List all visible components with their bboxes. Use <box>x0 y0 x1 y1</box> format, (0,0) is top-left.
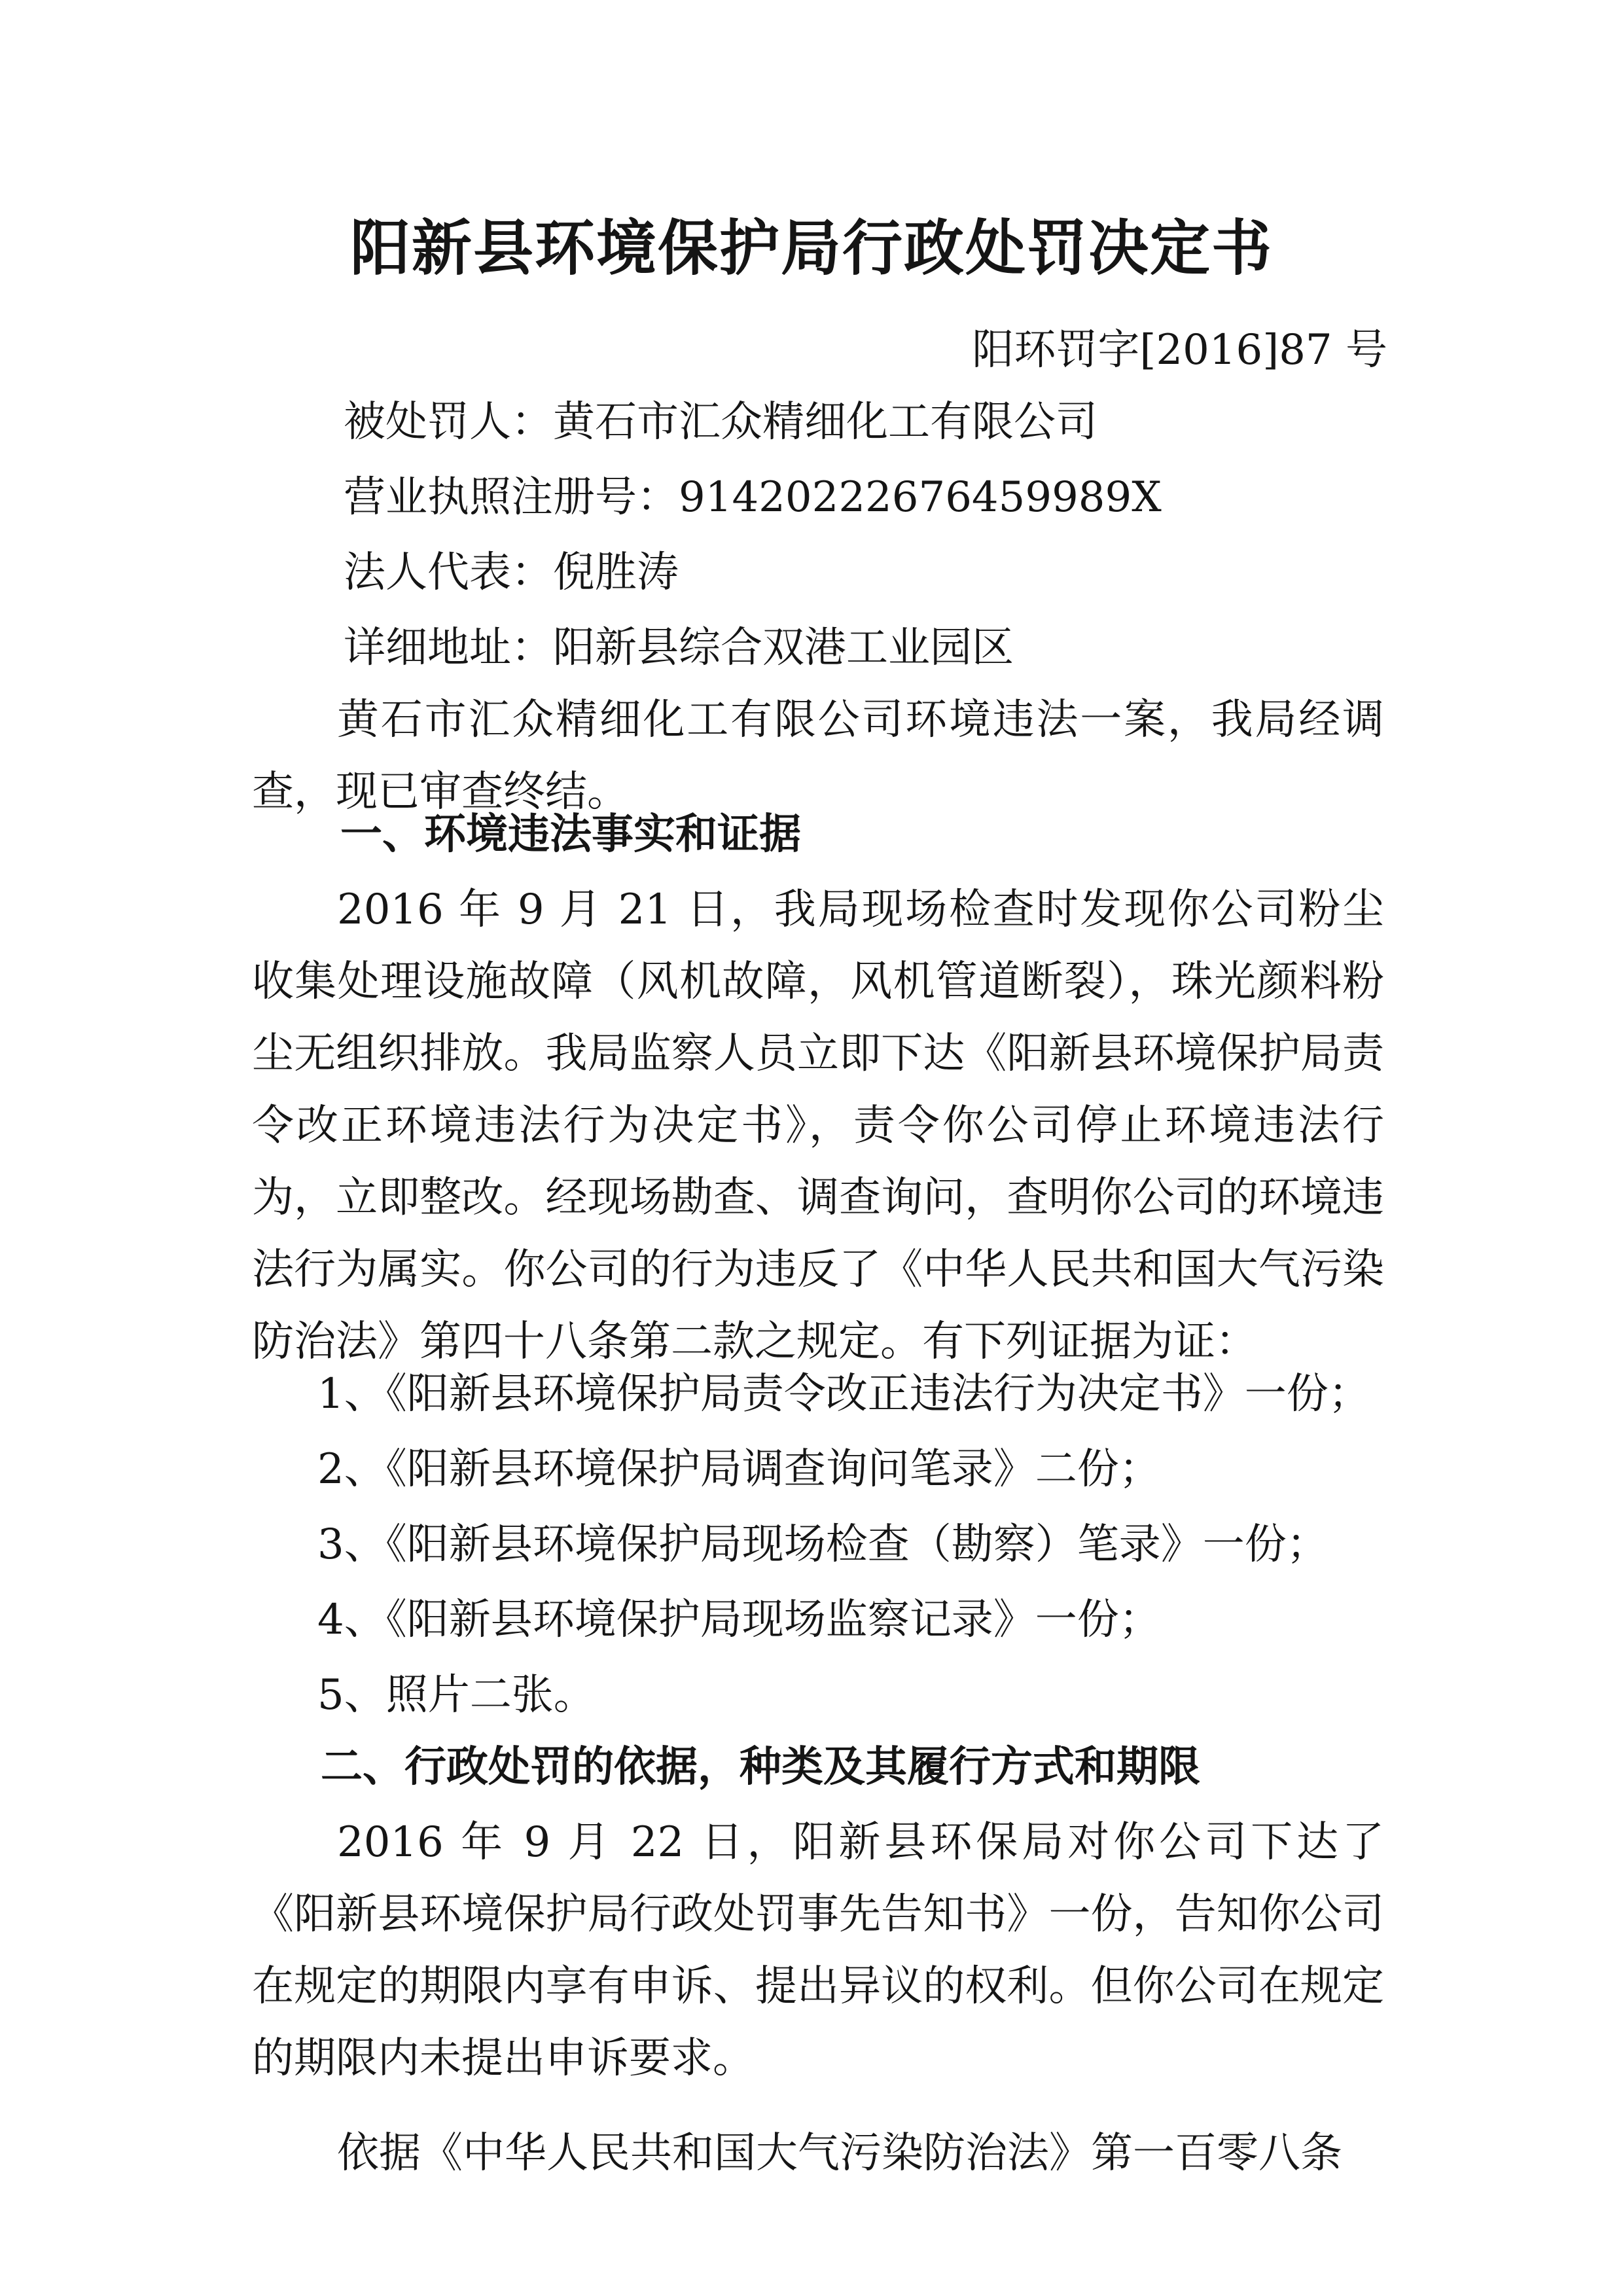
party-name-value: 黄石市汇众精细化工有限公司 <box>553 398 1097 446</box>
license-line <box>344 468 1162 527</box>
intro-paragraph: 黄石市汇众精细化工有限公司环境违法一案，我局经调查，现已审查终结。 <box>252 696 1384 816</box>
document-title: 阳新县环境保护局行政处罚决定书 <box>349 213 1273 283</box>
legal-rep-line <box>344 543 679 602</box>
section2-heading: 二、行政处罚的依据，种类及其履行方式和期限 <box>321 1743 1200 1791</box>
license-value: 91420222676459989X <box>679 473 1162 522</box>
address-line <box>344 619 1014 677</box>
legal-rep-label: 法人代表： <box>344 548 553 597</box>
section1-paragraph: 2016 年 9 月 21 日，我局现场检查时发现你公司粉尘收集处理设施故障（风机故障，风机管道断裂），珠光颜料粉尘无组织排放。我局监察人员立即下达《阳新县环境保护局责令改正环境违法行为决定书》，责令你公司停止环境违法行为，立即整改。经现场勘查、调查询问，查明你公司的环境违法行为属实。你公司的行为违反了《中华人民共和国大气污染防治法》第四十八条第二款之规定。有下列证据为证： <box>252 886 1384 1366</box>
evidence-item: 1、《阳新县环境保护局责令改正违法行为决定书》一份； <box>317 1370 1370 1418</box>
legal-rep-value: 倪胜涛 <box>553 548 679 597</box>
section2-paragraph: 2016 年 9 月 22 日，阳新县环保局对你公司下达了《阳新县环境保护局行政处罚事先告知书》一份，告知你公司在规定的期限内享有申诉、提出异议的权利。但你公司在规定的期限内未提出申诉要求。 <box>252 1818 1384 2083</box>
party-name-label: 被处罚人： <box>344 398 553 446</box>
evidence-item: 2、《阳新县环境保护局调查询问笔录》二份； <box>317 1445 1161 1494</box>
party-name-line <box>344 393 1097 452</box>
address-value: 阳新县综合双港工业园区 <box>553 624 1014 672</box>
evidence-item: 4、《阳新县环境保护局现场监察记录》一份； <box>317 1596 1161 1644</box>
address-label: 详细地址： <box>344 624 553 672</box>
section1-heading: 一、环境违法事实和证据 <box>340 810 801 859</box>
evidence-item: 5、照片二张。 <box>317 1671 596 1719</box>
license-label: 营业执照注册号： <box>344 473 679 522</box>
section2-basis-paragraph: 依据《中华人民共和国大气污染防治法》第一百零八条 <box>337 2129 1342 2178</box>
evidence-item: 3、《阳新县环境保护局现场检查（勘察）笔录》一份； <box>317 1520 1329 1569</box>
document-number: 阳环罚字[2016]87 号 <box>972 326 1387 374</box>
